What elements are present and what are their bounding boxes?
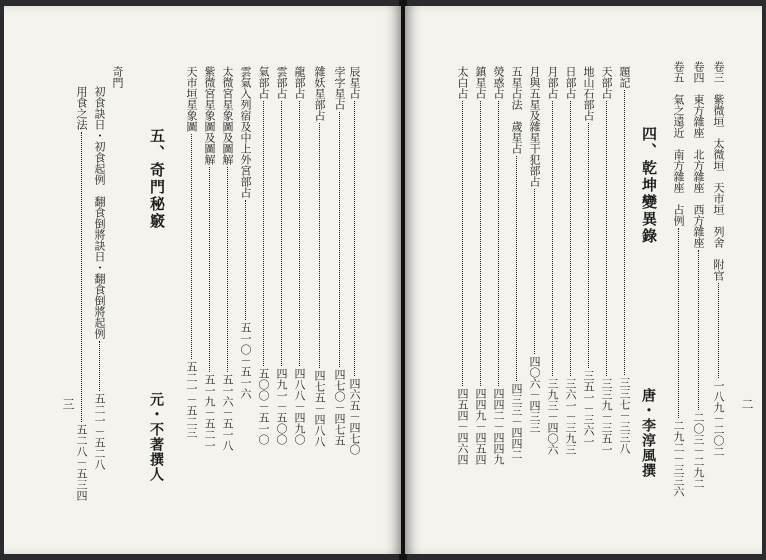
toc-entry <box>334 66 345 446</box>
toc-entry-title: 初食訣日・初食起例 翻食倒將訣日・翻食倒將起例 <box>93 86 106 339</box>
toc-entry <box>294 66 305 445</box>
toc-entry <box>601 66 612 455</box>
dot-leader <box>498 101 499 386</box>
toc-entry-pages: 四七五－四八八 <box>313 370 326 447</box>
section-five-heading: 五、奇門秘竅 <box>148 128 166 230</box>
dot-leader <box>319 123 320 368</box>
toc-entry <box>76 86 87 501</box>
toc-entry-pages: 三三七－三三八 <box>618 377 631 454</box>
toc-entry-title: 卷三 紫微垣 太微垣 天市垣 列舍 附官 <box>712 61 725 281</box>
toc-entry-title: 天部占 <box>600 66 613 99</box>
toc-entry-title: 鎮星占 <box>474 66 487 99</box>
toc-entry-pages: 五二八－五三四 <box>75 424 88 501</box>
toc-entry-pages: 四八八－四九〇 <box>293 368 306 445</box>
toc-entry-title: 地山石部占 <box>582 66 595 121</box>
toc-entry-title: 月與五星及雜星干犯部占 <box>528 66 541 187</box>
toc-entry-pages: 四九一－五〇〇 <box>275 368 288 445</box>
toc-entry-pages: 五二一－五二八 <box>93 393 106 470</box>
toc-entry-pages: 一八九－二〇二 <box>712 380 725 457</box>
section-four-heading: 四、乾坤變異錄 <box>640 126 658 245</box>
toc-entry <box>565 66 576 455</box>
dot-leader <box>698 250 699 410</box>
dot-leader <box>99 341 100 391</box>
dot-leader <box>480 101 481 386</box>
toc-entry <box>457 66 468 465</box>
toc-entry <box>475 66 486 465</box>
toc-entry-pages: 四七〇－四七五 <box>333 369 346 446</box>
toc-entry-pages: 二九二－三三六 <box>672 420 685 497</box>
dot-leader <box>624 90 625 375</box>
dot-leader <box>209 167 210 372</box>
dot-leader <box>588 123 589 368</box>
toc-entry <box>547 66 558 455</box>
dot-leader <box>299 101 300 366</box>
toc-entry-pages: 五一六－五一八 <box>221 374 234 451</box>
toc-entry <box>713 61 724 457</box>
toc-entry <box>240 66 251 399</box>
toc-entry <box>673 61 684 497</box>
toc-entry-pages: 五一九－五二一 <box>203 374 216 451</box>
toc-entry-pages: 三三九－三五一 <box>600 378 613 455</box>
page-number: 二 <box>740 398 754 410</box>
dot-leader <box>606 101 607 376</box>
toc-entry-pages: 四三三－四四二 <box>510 383 523 460</box>
section-five-author: 元・不著撰人 <box>148 392 164 482</box>
toc-entry <box>276 66 287 445</box>
toc-entry-pages: 五〇〇－五一〇 <box>257 368 270 445</box>
toc-entry <box>493 66 504 465</box>
toc-category-label: 奇門 <box>111 66 124 88</box>
toc-entry <box>94 86 105 470</box>
toc-entry <box>693 61 704 489</box>
dot-leader <box>718 283 719 378</box>
toc-entry-title: 紫微宮星象圖及圖解 <box>203 66 216 165</box>
dot-leader <box>263 101 264 366</box>
toc-entry-pages: 四四九－四五四 <box>474 388 487 465</box>
dot-leader <box>570 101 571 376</box>
left-page <box>4 6 401 554</box>
toc-entry-title: 雲氣入列宿及中上外宮部占 <box>239 66 252 198</box>
dot-leader <box>516 156 517 381</box>
toc-entry <box>583 66 594 447</box>
dot-leader <box>281 101 282 366</box>
toc-entry <box>204 66 215 451</box>
right-page <box>405 6 762 554</box>
toc-entry-title: 日部占 <box>564 66 577 99</box>
toc-entry <box>314 66 325 447</box>
toc-entry-title: 雜妖星部占 <box>313 66 326 121</box>
dot-leader <box>552 101 553 376</box>
dot-leader <box>534 189 535 354</box>
toc-entry-title: 辰星占 <box>348 66 361 99</box>
toc-entry-pages: 四四二－四四九 <box>492 388 505 465</box>
dot-leader <box>227 167 228 372</box>
toc-entry-pages: 五二一－五二三 <box>185 361 198 438</box>
toc-entry-title: 五星占法 歲星占 <box>510 66 523 154</box>
toc-entry-title: 熒惑占 <box>492 66 505 99</box>
dot-leader <box>339 112 340 367</box>
dot-leader <box>678 228 679 418</box>
toc-entry-title: 題記 <box>618 66 631 88</box>
toc-entry <box>258 66 269 445</box>
dot-leader <box>191 134 192 359</box>
toc-entry <box>619 66 630 454</box>
dot-leader <box>245 200 246 320</box>
toc-entry-pages: 四〇六－四三三 <box>528 356 541 433</box>
toc-entry-pages: 四五四－四六四 <box>456 388 469 465</box>
toc-entry-pages: 三六一－三九三 <box>564 378 577 455</box>
toc-entry-title: 用食之法 <box>75 86 88 130</box>
page-number: 三 <box>61 398 75 410</box>
toc-entry-title: 太白占 <box>456 66 469 99</box>
toc-entry <box>349 66 360 455</box>
toc-entry-pages: 三九三－四〇六 <box>546 378 559 455</box>
toc-entry-title: 卷四 東方雜座 北方雜座 西方雜座 <box>692 61 705 248</box>
toc-entry-title: 氣部占 <box>257 66 270 99</box>
toc-entry-title: 雲部占 <box>275 66 288 99</box>
dot-leader <box>462 101 463 386</box>
toc-entry-title: 卷五 氣之遠近 南方雜座 占例 <box>672 61 685 226</box>
toc-entry-title: 天市垣星象圖 <box>185 66 198 132</box>
dot-leader <box>354 101 355 376</box>
dot-leader <box>81 132 82 422</box>
toc-entry-title: 龍部占 <box>293 66 306 99</box>
toc-entry <box>511 66 522 460</box>
toc-entry-pages: 四六五－四七〇 <box>348 378 361 455</box>
toc-entry-pages: 五一〇－五一六 <box>239 322 252 399</box>
toc-entry-pages: 二〇三－二九二 <box>692 412 705 489</box>
toc-entry <box>186 66 197 438</box>
toc-entry-pages: 三五一－三六一 <box>582 370 595 447</box>
section-four-author: 唐・李淳風撰 <box>640 388 656 478</box>
toc-entry-title: 孛字星占 <box>333 66 346 110</box>
toc-entry-title: 太微宮星象圖及圖解 <box>221 66 234 165</box>
toc-entry-title: 月部占 <box>546 66 559 99</box>
toc-entry <box>529 66 540 433</box>
toc-entry <box>222 66 233 451</box>
